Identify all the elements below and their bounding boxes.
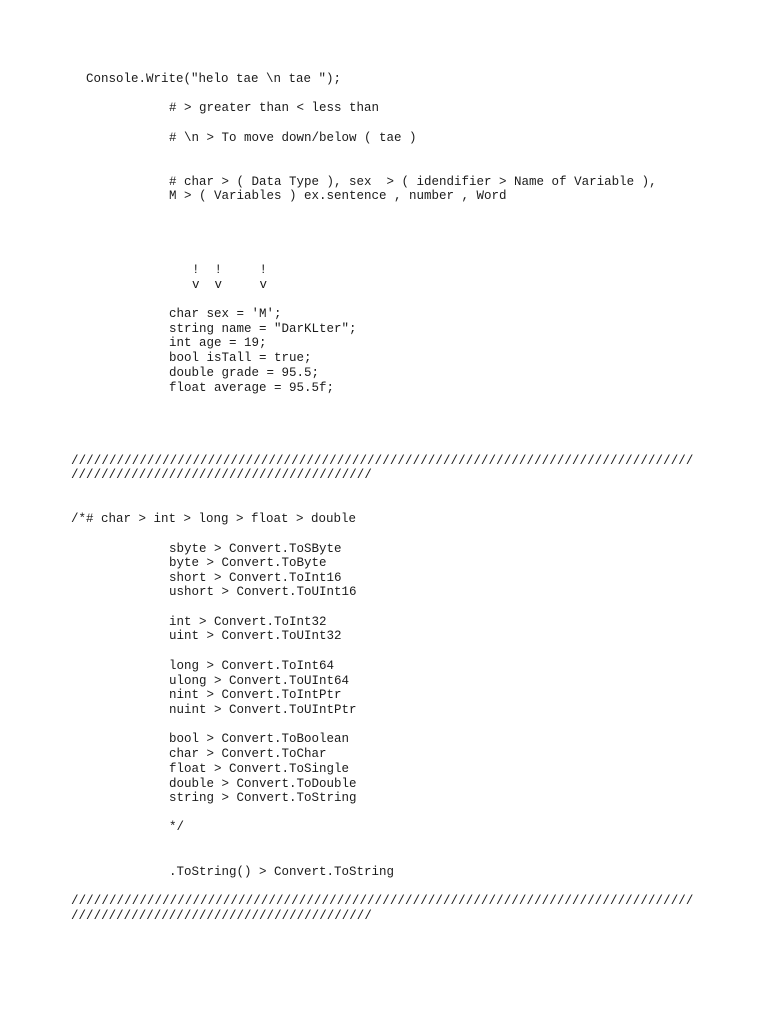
code-line: double grade = 95.5; [169,366,320,380]
arrow-marks: ! ! ! [192,263,268,277]
code-line: float > Convert.ToSingle [169,762,350,776]
code-line: .ToString() > Convert.ToString [169,865,395,879]
code-line: Console.Write("helo tae \n tae "); [86,72,342,86]
code-line: float average = 95.5f; [169,381,335,395]
code-line: double > Convert.ToDouble [169,777,357,791]
code-line: string name = "DarKLter"; [169,322,357,336]
comment-line: /*# char > int > long > float > double [71,512,357,526]
code-line: uint > Convert.ToUInt32 [169,629,342,643]
comment-line: # > greater than < less than [169,101,380,115]
code-line: int age = 19; [169,336,267,350]
code-line: nint > Convert.ToIntPtr [169,688,342,702]
code-line: int > Convert.ToInt32 [169,615,327,629]
comment-line: M > ( Variables ) ex.sentence , number , Word [169,189,507,203]
separator-line: //////////////////////////////////////// [71,468,372,482]
code-line: ulong > Convert.ToUInt64 [169,674,350,688]
code-line: byte > Convert.ToByte [169,556,327,570]
code-line: char > Convert.ToChar [169,747,327,761]
separator-line: ////////////////////////////////////////////////////////////////////////////////// [71,894,694,908]
code-line: char sex = 'M'; [169,307,282,321]
separator-line: ////////////////////////////////////////////////////////////////////////////////// [71,454,694,468]
code-line: long > Convert.ToInt64 [169,659,335,673]
comment-line: # \n > To move down/below ( tae ) [169,131,417,145]
comment-line: # char > ( Data Type ), sex > ( idendifier > Name of Variable ), [169,175,657,189]
code-line: bool isTall = true; [169,351,312,365]
comment-close: */ [169,820,185,834]
arrow-marks: v v v [192,278,268,292]
code-line: string > Convert.ToString [169,791,357,805]
code-line: nuint > Convert.ToUIntPtr [169,703,357,717]
separator-line: //////////////////////////////////////// [71,909,372,923]
code-line: bool > Convert.ToBoolean [169,732,350,746]
code-line: short > Convert.ToInt16 [169,571,342,585]
code-line: sbyte > Convert.ToSByte [169,542,342,556]
code-line: ushort > Convert.ToUInt16 [169,585,357,599]
